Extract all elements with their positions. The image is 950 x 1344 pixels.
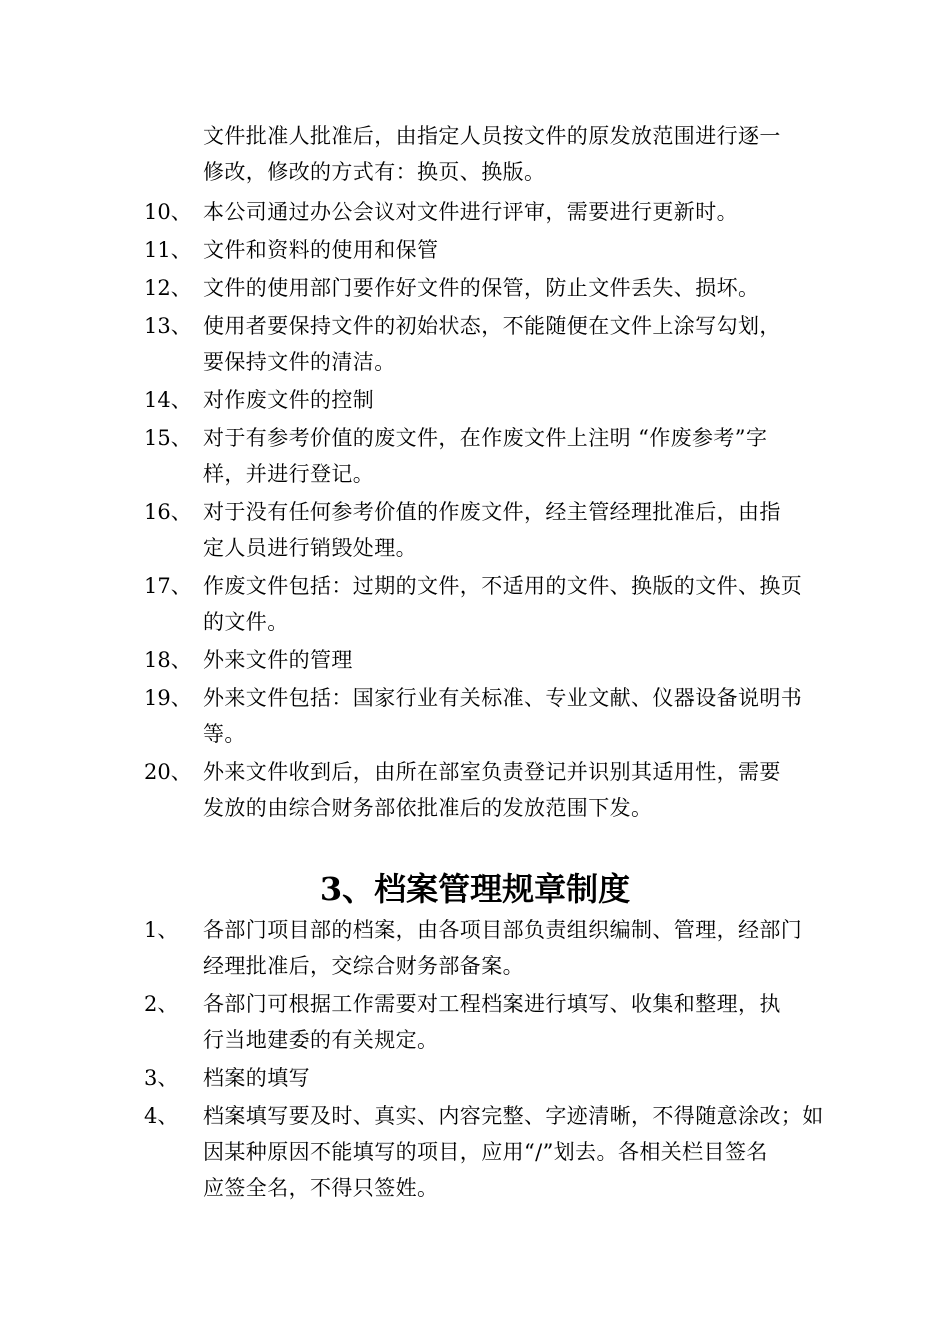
item-text-line: 的文件。 [203,610,289,634]
item-text-line: 行当地建委的有关规定。 [203,1028,439,1052]
item-text-line: 等。 [203,722,246,746]
item-number: 4、 [144,1104,179,1128]
item-number: 11、 [144,238,192,262]
item-text-line: 本公司通过办公会议对文件进行评审，需要进行更新时。 [203,200,738,224]
item-number: 14、 [144,388,192,412]
item-number: 3、 [144,1066,179,1090]
item-text-line: 使用者要保持文件的初始状态，不能随便在文件上涂写勾划， [203,314,781,338]
item-text-line: 要保持文件的清洁。 [203,350,396,374]
item-text-line: 经理批准后，交综合财务部备案。 [203,954,524,978]
item-number: 17、 [144,574,192,598]
item-text-line: 作废文件包括：过期的文件，不适用的文件、换版的文件、换页 [203,574,803,598]
item-number: 18、 [144,648,192,672]
item-text-line: 发放的由综合财务部依批准后的发放范围下发。 [203,796,653,820]
item-number: 10、 [144,200,192,224]
item-number: 15、 [144,426,192,450]
item-text-line: 对作废文件的控制 [203,388,375,412]
item-number: 19、 [144,686,192,710]
section-title: 3、档案管理规章制度 [319,870,631,908]
item-number: 13、 [144,314,192,338]
item-text-line: 档案的填写 [203,1066,310,1090]
item-text-line: 文件的使用部门要作好文件的保管，防止文件丢失、损坏。 [203,276,760,300]
item-text-line: 各部门可根据工作需要对工程档案进行填写、收集和整理，执 [203,992,781,1016]
item-text-line: 因某种原因不能填写的项目，应用“/”划去。各相关栏目签名 [203,1140,768,1164]
item-number: 16、 [144,500,192,524]
item-text-line: 文件和资料的使用和保管 [203,238,439,262]
item-text-line: 定人员进行销毁处理。 [203,536,417,560]
item-text-line: 应签全名，不得只签姓。 [203,1176,439,1200]
item-number: 1、 [144,918,179,942]
item-number: 20、 [144,760,192,784]
item-text-line: 样，并进行登记。 [203,462,375,486]
item-text-line: 对于没有任何参考价值的作废文件，经主管经理批准后，由指 [203,500,781,524]
item-text-line: 修改，修改的方式有：换页、换版。 [203,160,546,184]
item-text-line: 各部门项目部的档案，由各项目部负责组织编制、管理，经部门 [203,918,803,942]
item-text-line: 外来文件收到后，由所在部室负责登记并识别其适用性，需要 [203,760,781,784]
item-text-line: 档案填写要及时、真实、内容完整、字迹清晰，不得随意涂改；如 [203,1104,824,1128]
item-text-line: 外来文件包括：国家行业有关标准、专业文献、仪器设备说明书 [203,686,803,710]
item-text-line: 对于有参考价值的废文件，在作废文件上注明 “作废参考”字 [203,426,768,450]
item-number: 2、 [144,992,179,1016]
item-text-line: 外来文件的管理 [203,648,353,672]
item-text-line: 文件批准人批准后，由指定人员按文件的原发放范围进行逐一 [203,124,781,148]
item-number: 12、 [144,276,192,300]
